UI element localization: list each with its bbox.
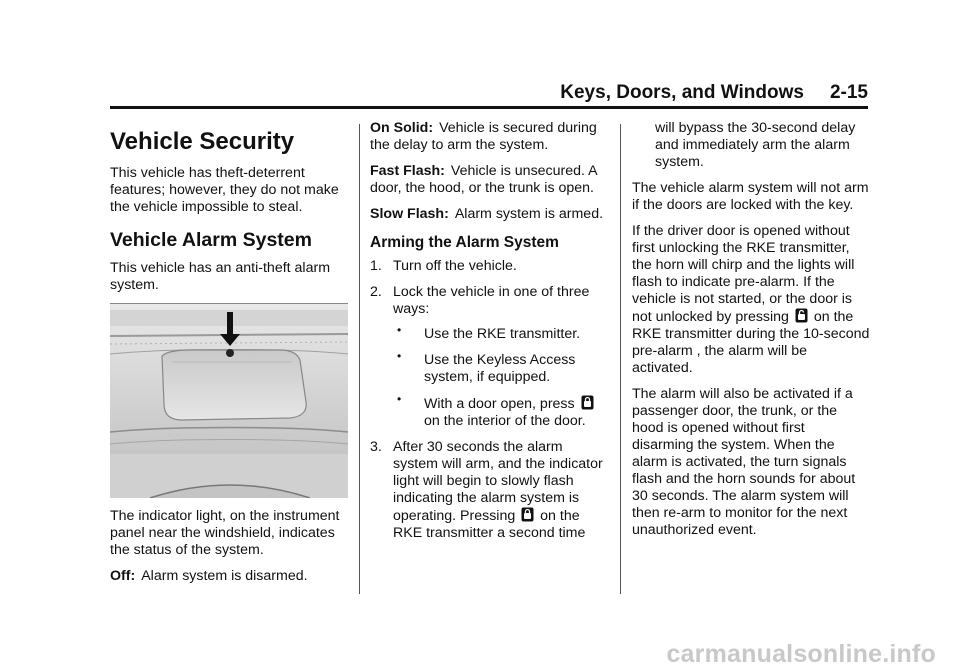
step-number: 1. bbox=[370, 258, 382, 274]
step3-continuation: will bypass the 30-second delay and immediately arm the alarm system. bbox=[655, 120, 856, 170]
list-item bbox=[393, 349, 610, 386]
step-text-cont: on the RKE transmitter a second time bbox=[393, 508, 586, 541]
indicator-light-illustration bbox=[110, 303, 348, 498]
list-item bbox=[393, 323, 610, 343]
pre-alarm-text: If the driver door is opened without first unlocking the RKE transmitter, the horn will chirp and the lights will flash to indicate pre-alarm. If the vehicle is not started, or the door is not unlocked by pressing bbox=[632, 223, 855, 325]
status-off bbox=[110, 568, 348, 585]
status-text: Alarm system is armed. bbox=[454, 206, 604, 222]
status-text: Vehicle is unsecured. A door, the hood, or the trunk is open. bbox=[370, 163, 597, 196]
step-text: After 30 seconds the alarm system will arm, and the indicator light will begin to slowly flash indicating the alarm system is operating. Pressing bbox=[393, 439, 603, 524]
column-2 bbox=[370, 120, 610, 551]
status-text: Alarm system is disarmed. bbox=[141, 568, 308, 584]
arming-heading: Arming the Alarm System bbox=[370, 234, 559, 251]
status-on-solid bbox=[370, 120, 610, 154]
watermark: carmanualsonline.info bbox=[666, 640, 936, 668]
bullet-text: Use the RKE transmitter. bbox=[424, 326, 581, 342]
list-item bbox=[393, 392, 610, 430]
column-3 bbox=[632, 120, 870, 548]
status-label: Off: bbox=[110, 568, 136, 584]
page-number: 2-15 bbox=[829, 82, 868, 103]
pre-alarm-text-cont: on the RKE transmitter during the 10-second pre-alarm , the alarm will be activated. bbox=[632, 309, 870, 376]
list-item bbox=[370, 439, 610, 542]
subsection-heading: Vehicle Alarm System bbox=[110, 229, 312, 251]
indicator-paragraph: The indicator light, on the instrument panel near the windshield, indicates the status of the system. bbox=[110, 508, 340, 558]
status-slow-flash bbox=[370, 206, 610, 223]
status-text: Vehicle is secured during the delay to arm the system. bbox=[370, 120, 597, 153]
lock-icon bbox=[581, 395, 594, 410]
section-title: Keys, Doors, and Windows bbox=[560, 82, 804, 103]
header-rule bbox=[110, 106, 868, 109]
status-label: On Solid: bbox=[370, 120, 434, 136]
intro-paragraph: This vehicle has theft-deterrent features; however, they do not make the vehicle impossible to steal. bbox=[110, 165, 339, 215]
bullet-icon: • bbox=[397, 323, 402, 337]
pre-alarm-paragraph bbox=[632, 223, 870, 377]
list-item bbox=[370, 258, 610, 275]
lock-methods bbox=[393, 323, 610, 430]
step-number: 3. bbox=[370, 439, 382, 455]
bullet-text: Use the Keyless Access system, if equipped. bbox=[424, 352, 576, 385]
activation-paragraph: The alarm will also be activated if a passenger door, the trunk, or the hood is opened without first disarming the system. When the alarm is activated, the turn signals flash and the horn sounds for about 30 seconds. The alarm system will then re-arm to monitor for the next unauthorized event. bbox=[632, 386, 856, 538]
column-1 bbox=[110, 120, 348, 594]
status-label: Fast Flash: bbox=[370, 163, 445, 179]
section-heading: Vehicle Security bbox=[110, 128, 295, 155]
page-header bbox=[560, 82, 868, 104]
bullet-icon: • bbox=[397, 392, 402, 406]
step-text: Lock the vehicle in one of three ways: bbox=[393, 284, 590, 317]
step-number: 2. bbox=[370, 284, 382, 300]
unlock-icon bbox=[795, 308, 808, 323]
column-divider bbox=[620, 124, 621, 594]
status-fast-flash bbox=[370, 163, 610, 197]
status-label: Slow Flash: bbox=[370, 206, 449, 222]
list-item bbox=[370, 284, 610, 430]
bullet-icon: • bbox=[397, 349, 402, 363]
arming-steps bbox=[370, 258, 610, 542]
lock-icon bbox=[521, 507, 534, 522]
key-lock-paragraph: The vehicle alarm system will not arm if the doors are locked with the key. bbox=[632, 180, 869, 213]
bullet-text: With a door open, press bbox=[424, 396, 575, 412]
alarm-intro: This vehicle has an anti-theft alarm system. bbox=[110, 260, 331, 293]
step-text: Turn off the vehicle. bbox=[393, 258, 517, 274]
bullet-text-cont: on the interior of the door. bbox=[424, 413, 586, 429]
column-divider bbox=[359, 124, 360, 594]
